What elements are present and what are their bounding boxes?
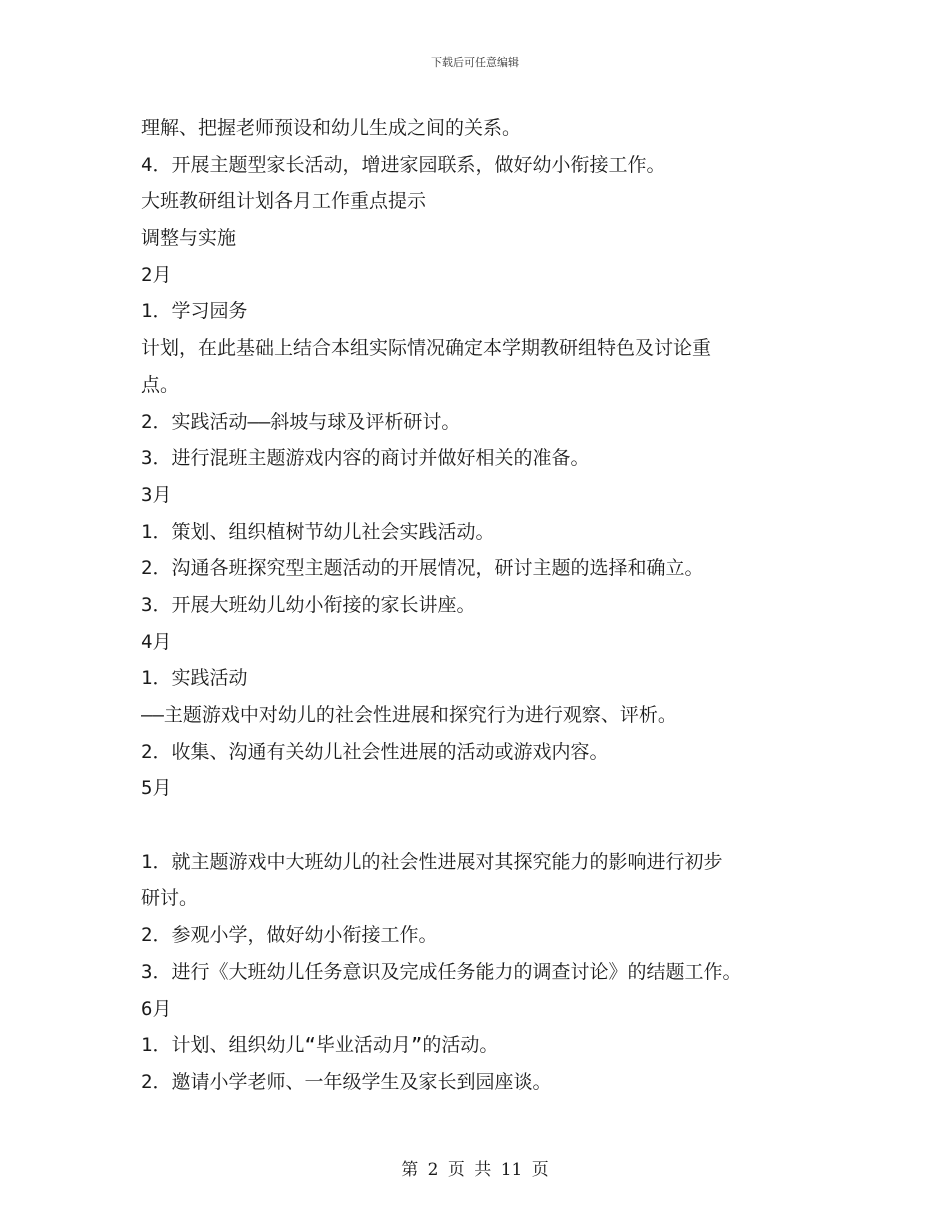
text-line: 计划，在此基础上结合本组实际情况确定本学期教研组特色及讨论重 xyxy=(141,337,712,360)
text-line: 1．学习园务 xyxy=(141,300,248,323)
text-line: 理解、把握老师预设和幼儿生成之间的关系。 xyxy=(141,117,522,139)
text-line: 1．策划、组织植树节幼儿社会实践活动。 xyxy=(141,520,495,543)
text-line: 3．开展大班幼儿幼小衔接的家长讲座。 xyxy=(141,593,476,616)
month-heading-april: 4月 xyxy=(141,630,172,653)
text-line: 1．实践活动 xyxy=(141,667,248,690)
text-line: 2．实践活动——斜坡与球及评析研讨。 xyxy=(141,410,461,433)
blank-line xyxy=(141,807,831,844)
page-header: 下载后可任意编辑 xyxy=(431,56,519,69)
text-line: 2．收集、沟通有关幼儿社会性进展的活动或游戏内容。 xyxy=(141,740,609,763)
text-line: 3．进行混班主题游戏内容的商讨并做好相关的准备。 xyxy=(141,447,590,470)
text-line: 2．参观小学，做好幼小衔接工作。 xyxy=(141,924,438,947)
text-line: 1．就主题游戏中大班幼儿的社会性进展对其探究能力的影响进行初步 xyxy=(141,850,723,873)
text-line: ——主题游戏中对幼儿的社会性进展和探究行为进行观察、评析。 xyxy=(141,704,677,726)
month-heading-may: 5月 xyxy=(141,777,172,800)
text-line: 2．沟通各班探究型主题活动的开展情况，研讨主题的选择和确立。 xyxy=(141,557,704,580)
text-line: 3．进行《大班幼儿任务意识及完成任务能力的调查讨论》的结题工作。 xyxy=(141,960,742,983)
month-heading-march: 3月 xyxy=(141,483,172,506)
document-body xyxy=(141,110,831,1101)
month-heading-february: 2月 xyxy=(141,263,172,286)
section-heading: 大班教研组计划各月工作重点提示 xyxy=(141,190,427,213)
page-footer: 第 2 页 共 11 页 xyxy=(401,1160,549,1180)
text-line: 研讨。 xyxy=(141,887,199,910)
month-heading-june: 6月 xyxy=(141,997,172,1020)
text-line: 2．邀请小学老师、一年级学生及家长到园座谈。 xyxy=(141,1070,552,1093)
text-line: 4．开展主题型家长活动，增进家园联系，做好幼小衔接工作。 xyxy=(141,153,666,176)
text-line: 点。 xyxy=(141,373,180,396)
section-subheading: 调整与实施 xyxy=(141,227,237,250)
text-line: 1．计划、组织幼儿“毕业活动月”的活动。 xyxy=(141,1034,499,1057)
